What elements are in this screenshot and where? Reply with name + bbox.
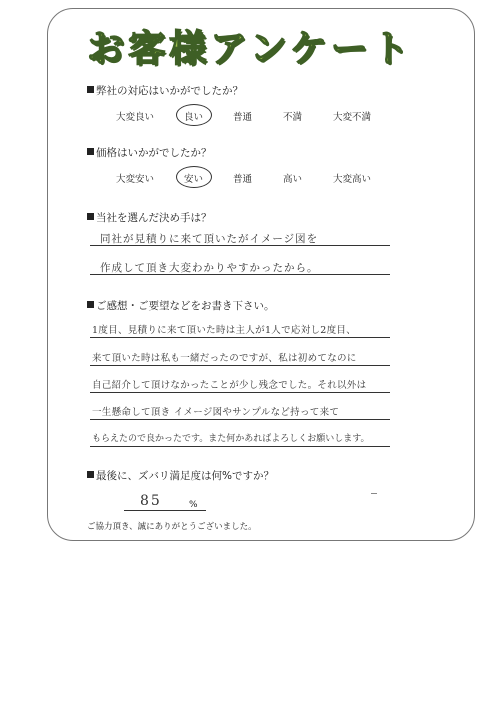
q2-option-1: 大変安い xyxy=(116,174,155,185)
q2-option-3: 普通 xyxy=(233,174,253,185)
square-bullet-icon xyxy=(87,471,94,478)
q4-rule-1 xyxy=(90,337,390,338)
q4-answer-line-1: 1度目、見積りに来て頂いた時は主人が1人で応対し2度目、 xyxy=(92,325,357,336)
square-bullet-icon xyxy=(87,86,94,93)
q4-rule-3 xyxy=(90,392,390,393)
q2-heading-text: 価格はいかがでしたか？ xyxy=(96,147,212,159)
q1-option-5: 大変不満 xyxy=(333,112,372,123)
q2-selected-circle xyxy=(176,166,212,188)
q3-rule-2 xyxy=(90,274,390,275)
q1-option-3: 普通 xyxy=(233,112,253,123)
q1-option-2: 良い xyxy=(184,112,204,123)
q5-heading xyxy=(87,468,274,483)
survey-title: お客様アンケート xyxy=(87,27,413,70)
q2-option-4: 高い xyxy=(283,174,303,185)
q2-heading xyxy=(87,145,212,160)
q4-heading xyxy=(87,298,275,313)
q1-option-1: 大変良い xyxy=(116,112,155,123)
square-bullet-icon xyxy=(87,301,94,308)
q3-answer-line-2: 作成して頂き大変わかりやすかったから。 xyxy=(100,262,319,274)
satisfaction-rule xyxy=(124,510,206,511)
q4-answer-line-5: もらえたので良かったです。また何かあればよろしくお願いします。 xyxy=(92,434,370,444)
q1-heading xyxy=(87,83,243,98)
q3-answer-line-1: 同社が見積りに来て頂いたがイメージ図を xyxy=(100,233,319,245)
q4-answer-line-2: 来て頂いた時は私も一緒だったのですが、私は初めてなのに xyxy=(92,353,357,364)
q1-option-4: 不満 xyxy=(283,112,303,123)
q1-selected-circle xyxy=(176,104,212,126)
q3-heading-text: 当社を選んだ決め手は？ xyxy=(96,212,212,224)
q4-heading-text: ご感想・ご要望などをお書き下さい。 xyxy=(96,300,275,312)
q3-rule-1 xyxy=(90,245,390,246)
q4-answer-line-4: 一生懸命して頂き イメージ図やサンプルなど持って来て xyxy=(92,407,340,418)
q4-rule-2 xyxy=(90,365,390,366)
q4-rule-4 xyxy=(90,419,390,420)
satisfaction-unit: % xyxy=(189,500,198,510)
q5-heading-text: 最後に、ズバリ満足度は何%ですか？ xyxy=(96,470,274,482)
q1-heading-text: 弊社の対応はいかがでしたか？ xyxy=(96,85,243,97)
stray-mark xyxy=(371,493,377,494)
q4-answer-line-3: 自己紹介して頂けなかったことが少し残念でした。それ以外は xyxy=(92,380,367,391)
square-bullet-icon xyxy=(87,213,94,220)
q4-rule-5 xyxy=(90,446,390,447)
square-bullet-icon xyxy=(87,148,94,155)
q2-option-5: 大変高い xyxy=(333,174,372,185)
satisfaction-value: 85 xyxy=(140,493,162,509)
q3-heading xyxy=(87,210,212,225)
q2-option-2: 安い xyxy=(184,174,204,185)
thank-you-note: ご協力頂き、誠にありがとうございました。 xyxy=(87,522,257,532)
